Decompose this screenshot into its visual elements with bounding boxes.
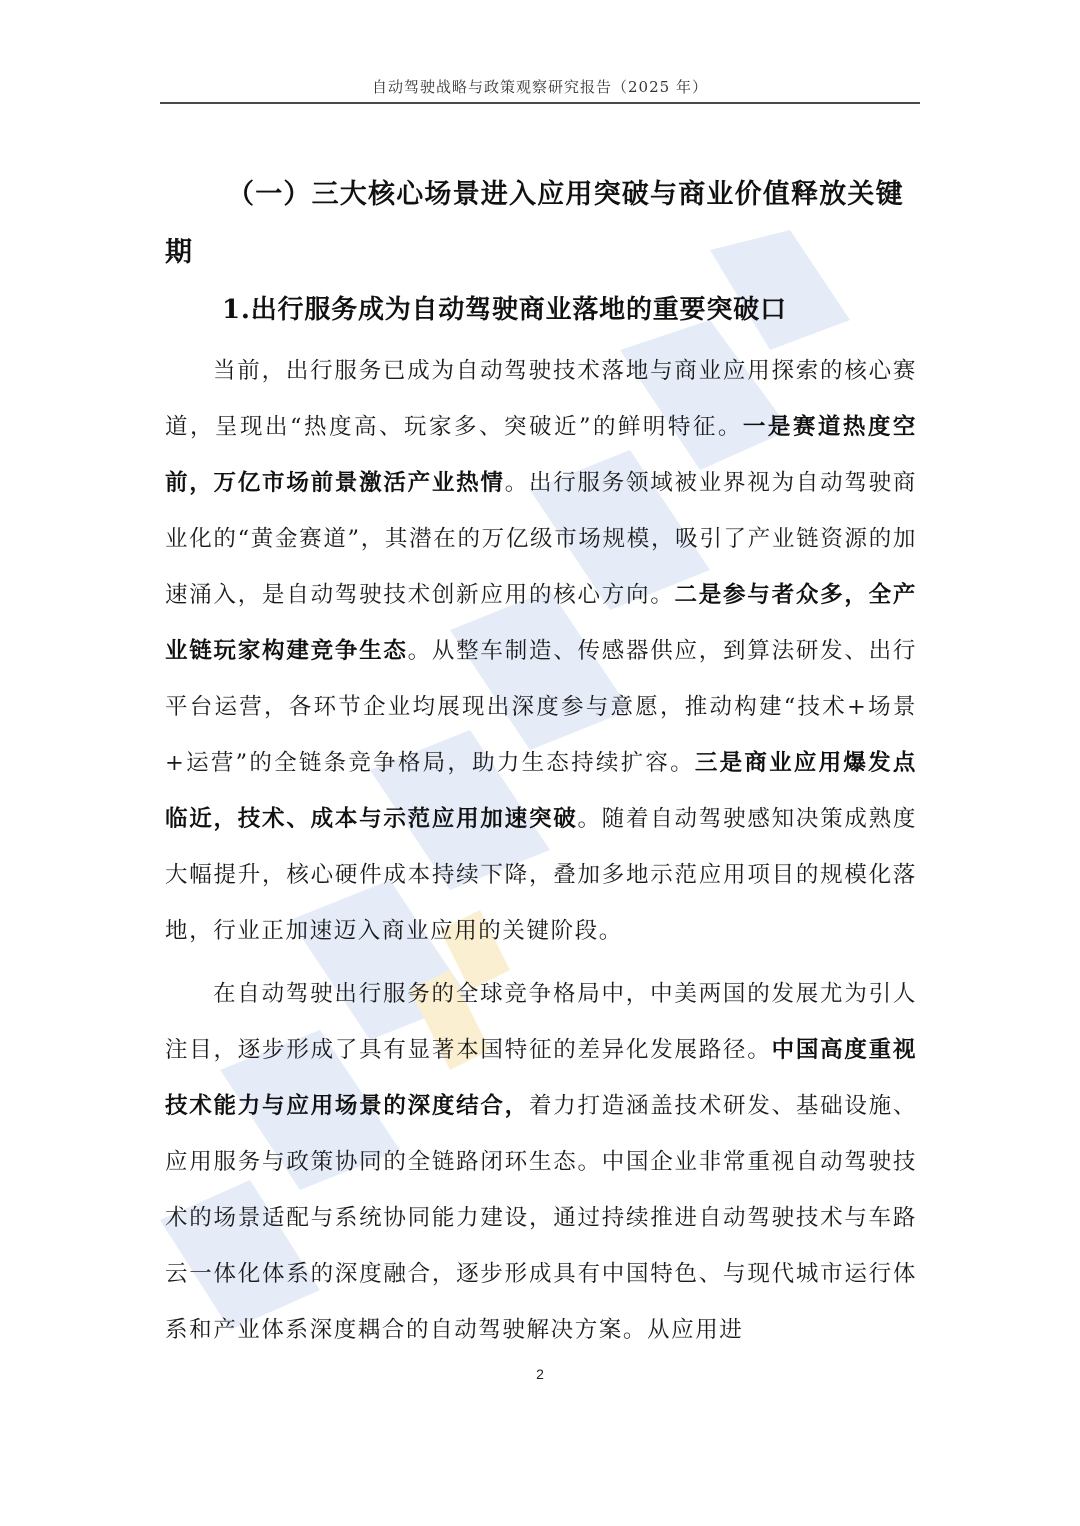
body-paragraph-1 <box>165 343 917 959</box>
emphasis-text: 中国高度重视技术能力与应用场景的深度结合， <box>165 1037 917 1119</box>
running-header: 自动驾驶战略与政策观察研究报告（2025 年） <box>372 78 708 96</box>
header-rule <box>160 102 920 104</box>
paragraph-text: 。随着自动驾驶感知决策成熟度大幅提升，核心硬件成本持续下降，叠加多地示范应用项目的规模化落地，行业正加速迈入商业应用的关键阶段。 <box>165 806 918 944</box>
sub-heading: 1.出行服务成为自动驾驶商业落地的重要突破口 <box>222 295 787 325</box>
paragraph-text: 在自动驾驶出行服务的全球竞争格局中，中美两国的发展尤为引人注目，逐步形成了具有显著本国特征的差异化发展路径。 <box>165 981 917 1063</box>
page-number: 2 <box>536 1366 544 1382</box>
body-paragraph-2 <box>165 966 917 1358</box>
emphasis-text: 三是商业应用爆发点临近，技术、成本与示范应用加速突破 <box>165 750 917 832</box>
paragraph-text: 。出行服务领域被业界视为自动驾驶商业化的“黄金赛道”，其潜在的万亿级市场规模，吸引了产业链资源的加速涌入，是自动驾驶技术创新应用的核心方向。 <box>165 470 917 608</box>
emphasis-text: 二是参与者众多，全产业链玩家构建竞争生态 <box>165 582 917 664</box>
paragraph-text: 当前，出行服务已成为自动驾驶技术落地与商业应用探索的核心赛道，呈现出“热度高、玩家多、突破近”的鲜明特征。 <box>165 358 917 440</box>
paragraph-text: 。从整车制造、传感器供应，到算法研发、出行平台运营，各环节企业均展现出深度参与意愿，推动构建“技术+场景+运营”的全链条竞争格局，助力生态持续扩容。 <box>165 638 917 776</box>
section-heading: （一）三大核心场景进入应用突破与商业价值释放关键期 <box>165 179 904 268</box>
emphasis-text: 一是赛道热度空前，万亿市场前景激活产业热情 <box>165 414 918 496</box>
paragraph-text: 着力打造涵盖技术研发、基础设施、应用服务与政策协同的全链路闭环生态。中国企业非常重视自动驾驶技术的场景适配与系统协同能力建设，通过持续推进自动驾驶技术与车路云一体化体系的深度融合，逐步形成具有中国特色、与现代城市运行体系和产业体系深度耦合的自动驾驶解决方案。从应用进 <box>165 1093 917 1343</box>
